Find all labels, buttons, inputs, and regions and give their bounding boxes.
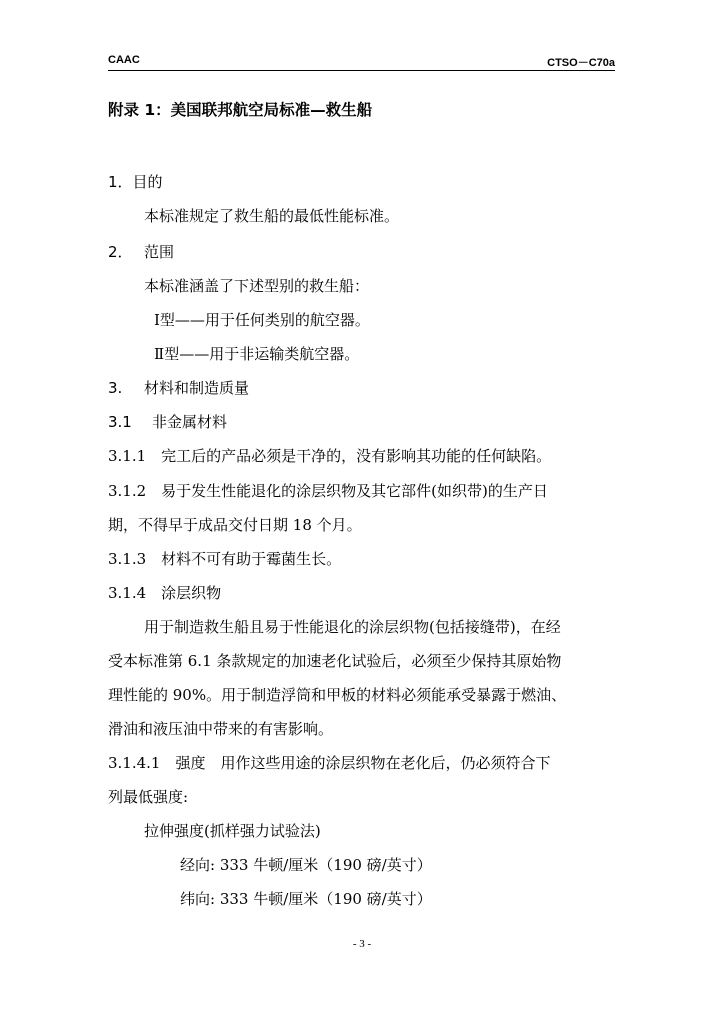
- section-3-number: 3.: [108, 379, 123, 397]
- clause-3-1-4-paragraph-line-3: 理性能的 90%。用于制造浮筒和甲板的材料必须能承受暴露于燃油、: [108, 686, 567, 704]
- clause-3-1-1: 3.1.1 完工后的产品必须是干净的，没有影响其功能的任何缺陷。: [108, 447, 552, 465]
- weft-strength: 纬向: 333 牛顿/厘米（190 磅/英寸）: [180, 890, 432, 908]
- section-1-heading: 1．目的: [108, 173, 163, 191]
- page-header: [108, 52, 615, 71]
- section-3-heading: [108, 378, 249, 398]
- section-2-heading: [108, 242, 174, 262]
- warp-strength: 经向: 333 牛顿/厘米（190 磅/英寸）: [180, 856, 432, 874]
- clause-3-1-4-1-line-2: 列最低强度:: [108, 788, 189, 806]
- tensile-strength-label: 拉伸强度(抓样强力试验法): [144, 822, 321, 840]
- clause-3-1-4-paragraph-line-1: 用于制造救生船且易于性能退化的涂层织物(包括接缝带)，在经: [144, 618, 561, 636]
- page-number: - 3 -: [352, 938, 372, 950]
- section-3-title: 材料和制造质量: [144, 379, 250, 397]
- clause-3-1-4-1-line-1: 3.1.4.1 强度 用作这些用途的涂层织物在老化后，仍必须符合下: [108, 754, 551, 772]
- section-2-number: 2．: [108, 243, 133, 261]
- section-3-1-heading: [108, 412, 227, 432]
- section-3-1-title: 非金属材料: [152, 413, 228, 431]
- clause-3-1-3: 3.1.3 材料不可有助于霉菌生长。: [108, 550, 342, 568]
- appendix-title: 附录 1：美国联邦航空局标准—救生船: [108, 101, 373, 119]
- section-2-title: 范围: [144, 243, 175, 261]
- section-2-type-1: Ⅰ型——用于任何类别的航空器。: [154, 311, 370, 329]
- clause-3-1-2-line-2: 期，不得早于成品交付日期 18 个月。: [108, 516, 362, 534]
- section-2-type-2: Ⅱ型——用于非运输类航空器。: [154, 345, 360, 363]
- clause-3-1-4: 3.1.4 涂层织物: [108, 584, 222, 602]
- header-org: CAAC: [108, 54, 140, 66]
- section-2-body: 本标准涵盖了下述型别的救生船：: [144, 277, 370, 295]
- section-3-1-number: 3.1: [108, 413, 132, 431]
- clause-3-1-2-line-1: 3.1.2 易于发生性能退化的涂层织物及其它部件(如织带)的生产日: [108, 482, 548, 500]
- header-doc-number: CTSO－C70a: [547, 57, 615, 69]
- clause-3-1-4-paragraph-line-2: 受本标准第 6.1 条款规定的加速老化试验后，必须至少保持其原始物: [108, 652, 562, 670]
- clause-3-1-4-paragraph-line-4: 滑油和液压油中带来的有害影响。: [108, 720, 334, 738]
- section-1-body: 本标准规定了救生船的最低性能标准。: [144, 207, 400, 225]
